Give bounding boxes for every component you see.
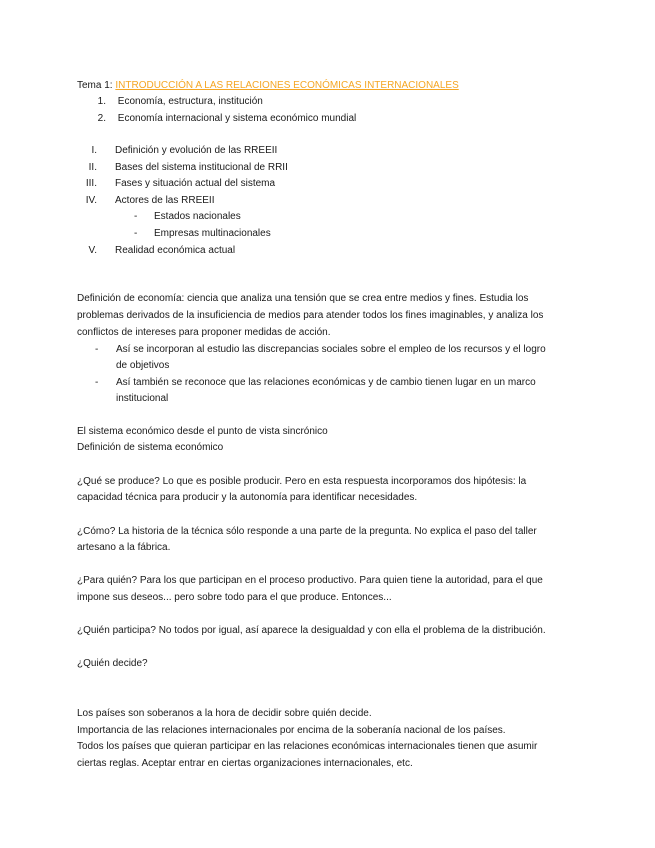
sub-list-text: Empresas multinacionales: [154, 228, 271, 239]
sub-list-dash: -: [134, 211, 138, 222]
roman-item: [77, 194, 215, 207]
paragraph-line: Importancia de las relaciones internacionales por encima de la soberanía nacional de los países.: [77, 725, 506, 736]
numbered-item-text: Economía internacional y sistema económico mundial: [117, 113, 357, 124]
question-line: capacidad técnica para producir y la autonomía para identificar necesidades.: [77, 492, 418, 503]
numbered-item-number: 2.: [97, 113, 106, 124]
roman-item-text: Actores de las RREEII: [115, 195, 215, 206]
bullet-text-line: de objetivos: [116, 360, 170, 371]
question-line: ¿Cómo? La historia de la técnica sólo responde a una parte de la pregunta. No explica el paso del taller: [77, 526, 537, 537]
bullet-text-line: institucional: [116, 393, 169, 404]
sub-list-dash: -: [134, 228, 138, 239]
page-title: [77, 79, 459, 92]
roman-item-text: Bases del sistema institucional de RRII: [115, 162, 288, 173]
roman-item-text: Definición y evolución de las RREEII: [115, 145, 278, 156]
roman-item: [77, 161, 288, 174]
paragraph-line: Definición de economía: ciencia que analiza una tensión que se crea entre medios y fines. Estudia los: [77, 293, 529, 304]
roman-item-number: II.: [88, 162, 97, 173]
bullet-text-line: Así también se reconoce que las relaciones económicas y de cambio tienen lugar en un marco: [116, 377, 536, 388]
sub-list-item: [134, 227, 271, 240]
question-line: ¿Quién decide?: [77, 658, 148, 669]
roman-item-number: III.: [85, 178, 97, 189]
numbered-item: [96, 112, 356, 125]
sub-list-text: Estados nacionales: [154, 211, 241, 222]
paragraph-line: ciertas reglas. Aceptar entrar en ciertas organizaciones internacionales, etc.: [77, 758, 413, 769]
numbered-item: [96, 95, 263, 108]
section-heading: Definición de sistema económico: [77, 442, 224, 453]
roman-item: [77, 177, 276, 190]
tema-prefix: Tema 1:: [77, 80, 113, 91]
bullet-text-line: Así se incorporan al estudio las discrepancias sociales sobre el empleo de los recursos y el logro: [116, 344, 546, 355]
bullet-dash: -: [95, 344, 99, 355]
question-line: ¿Qué se produce? Lo que es posible producir. Pero en esta respuesta incorporamos dos hipótesis: la: [77, 476, 527, 487]
paragraph-line: conflictos de intereses para proponer medidas de acción.: [77, 327, 331, 338]
bullet-dash: -: [95, 377, 99, 388]
tema-title-link[interactable]: INTRODUCCIÓN A LAS RELACIONES ECONÓMICAS INTERNACIONALES: [115, 80, 459, 91]
paragraph-line: Todos los países que quieran participar en las relaciones económicas internacionales tienen que asumir: [77, 741, 538, 752]
numbered-item-number: 1.: [97, 96, 106, 107]
roman-item-text: Realidad económica actual: [115, 245, 236, 256]
roman-item-number: I.: [91, 145, 97, 156]
roman-item: [77, 244, 236, 257]
section-heading: El sistema económico desde el punto de vista sincrónico: [77, 426, 328, 437]
roman-item-text: Fases y situación actual del sistema: [115, 178, 276, 189]
roman-item-number: V.: [88, 245, 97, 256]
paragraph-line: Los países son soberanos a la hora de decidir sobre quién decide.: [77, 708, 372, 719]
roman-item-number: IV.: [85, 195, 97, 206]
roman-item: [77, 144, 278, 157]
question-line: ¿Para quién? Para los que participan en el proceso productivo. Para quien tiene la autoridad, para el que: [77, 575, 543, 586]
paragraph-line: problemas derivados de la insuficiencia de medios para atender todos los fines imaginables, y analiza los: [77, 310, 544, 321]
question-line: impone sus deseos... pero sobre todo para el que produce. Entonces...: [77, 592, 392, 603]
numbered-item-text: Economía, estructura, institución: [117, 96, 263, 107]
question-line: artesano a la fábrica.: [77, 542, 171, 553]
question-line: ¿Quién participa? No todos por igual, así aparece la desigualdad y con ella el problema de la distribución.: [77, 625, 546, 636]
sub-list-item: [134, 210, 241, 223]
